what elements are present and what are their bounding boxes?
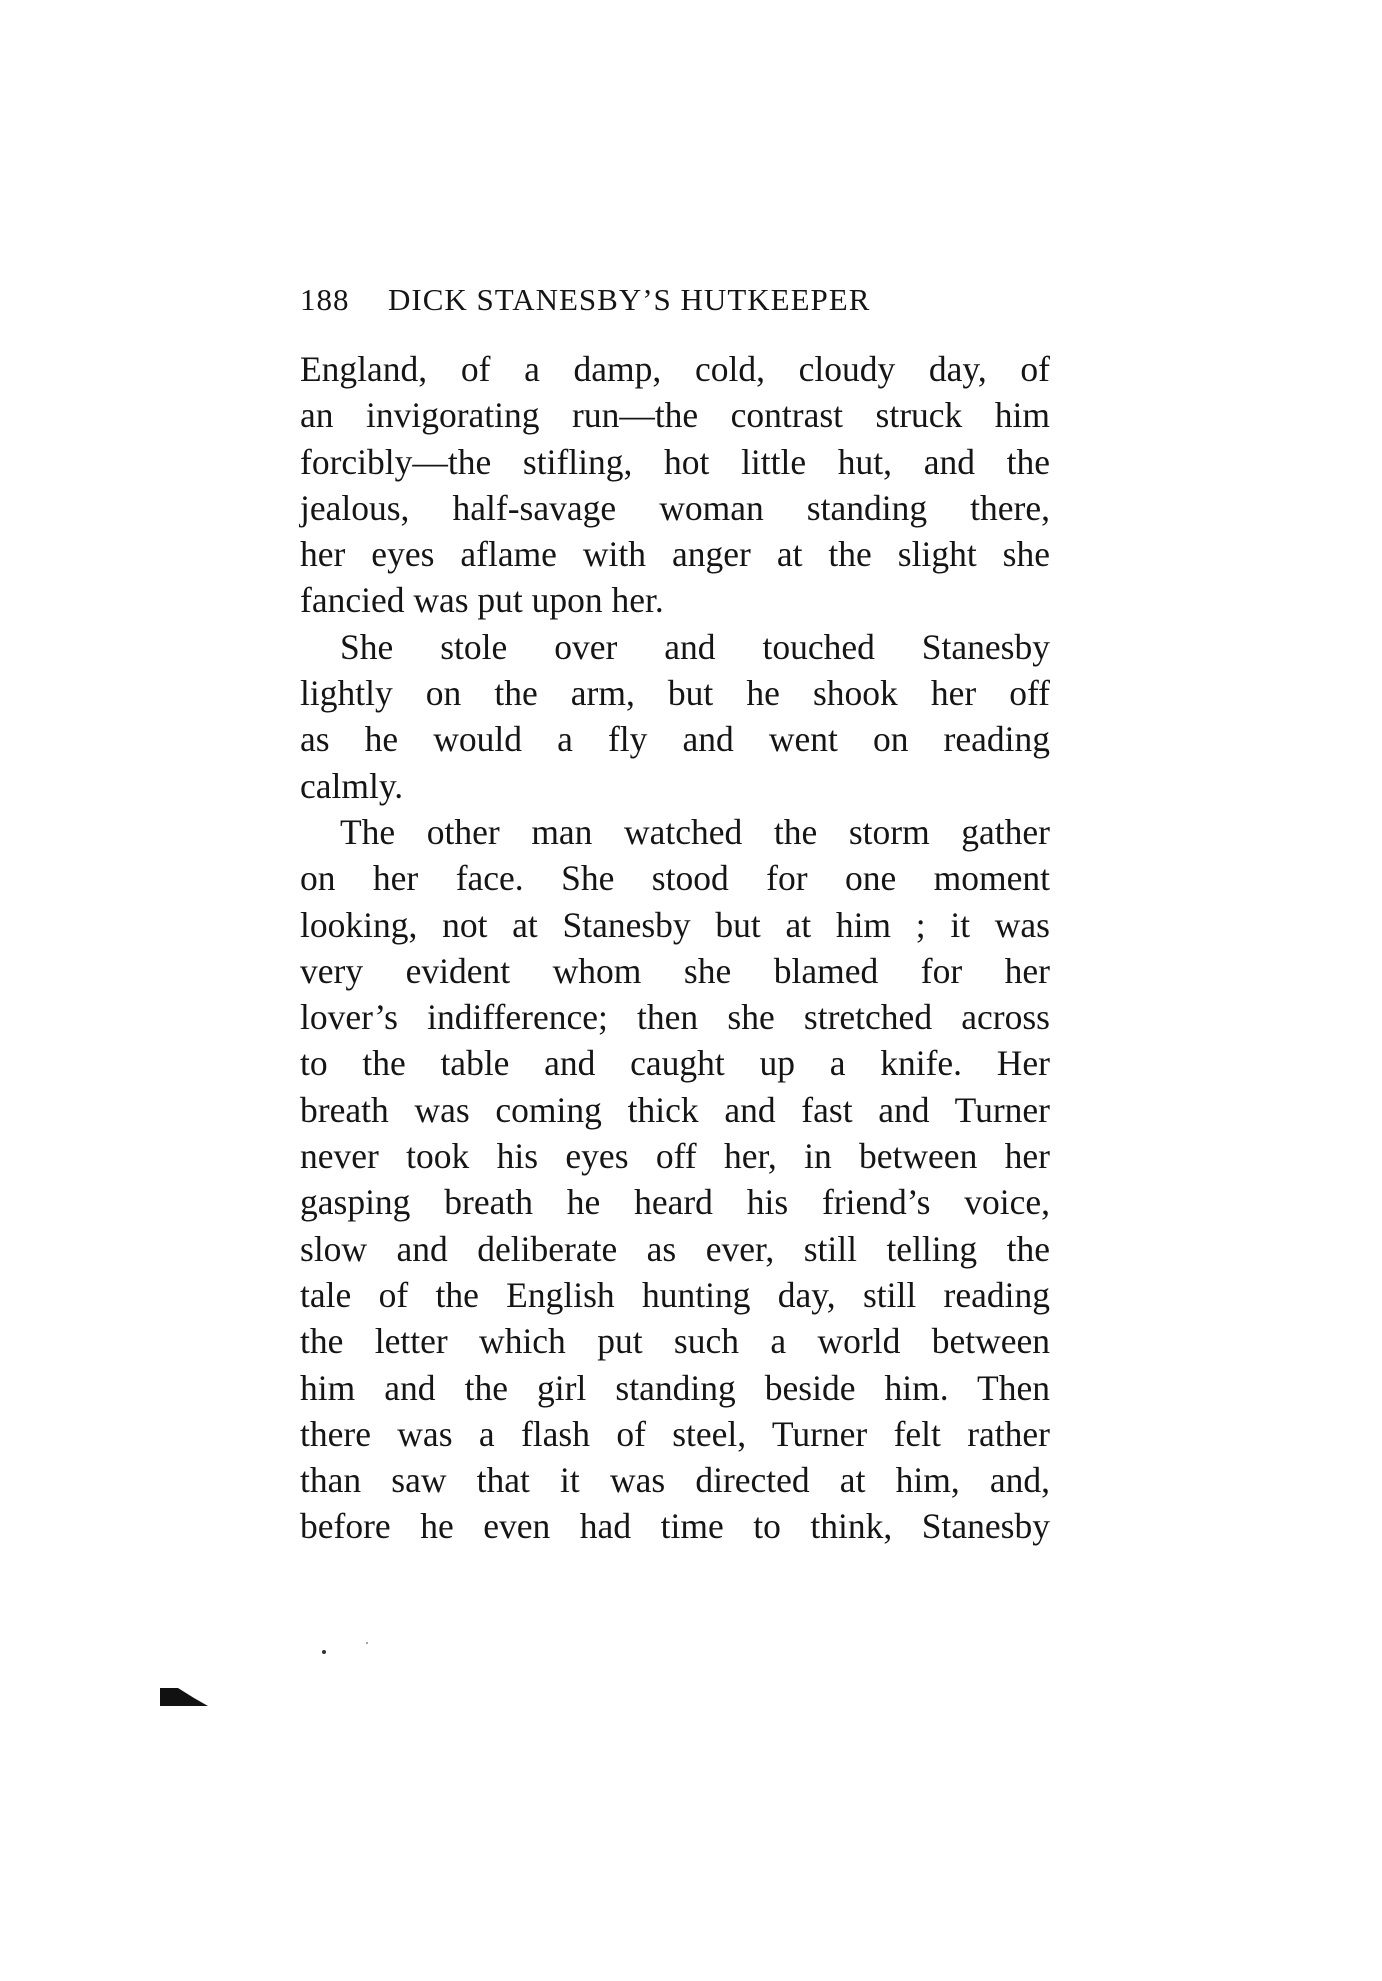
text-line: England, of a damp, cold, cloudy day, of	[300, 349, 1050, 389]
text-line: The other man watched the storm gather	[340, 811, 1050, 852]
text-line: gasping breath he heard his friend’s voice,	[300, 1182, 1050, 1223]
text-line: before he even had time to think, Stanesby	[300, 1506, 1050, 1547]
text-line: calmly.	[300, 765, 404, 806]
text-line: lightly on the arm, but he shook her off	[300, 673, 1050, 714]
text-line: fancied was put upon her.	[300, 580, 664, 621]
text-line: tale of the English hunting day, still reading	[300, 1274, 1050, 1315]
text-line: forcibly—the stifling, hot little hut, and the	[300, 441, 1050, 482]
speck-mark	[366, 1642, 368, 1644]
text-line: there was a flash of steel, Turner felt rather	[300, 1413, 1050, 1454]
text-line: lover’s indifference; then she stretched across	[300, 997, 1050, 1038]
text-line: very evident whom she blamed for her	[300, 950, 1050, 991]
text-line: her eyes aflame with anger at the slight she	[300, 534, 1050, 575]
text-line: an invigorating run—the contrast struck him	[300, 395, 1050, 436]
text-line: the letter which put such a world between	[300, 1321, 1050, 1362]
body-text	[300, 346, 1050, 1550]
page-number: 188	[300, 282, 350, 317]
text-line: as he would a fly and went on reading	[300, 719, 1050, 760]
text-line: slow and deliberate as ever, still telling the	[300, 1228, 1050, 1269]
text-line: jealous, half-savage woman standing there,	[300, 487, 1050, 528]
text-line: never took his eyes off her, in between her	[300, 1136, 1050, 1177]
text-line: to the table and caught up a knife. Her	[300, 1043, 1050, 1084]
speck-mark	[322, 1650, 326, 1654]
text-line: on her face. She stood for one moment	[300, 858, 1050, 899]
text-line: breath was coming thick and fast and Turner	[300, 1089, 1050, 1130]
running-title: DICK STANESBY’S HUTKEEPER	[388, 282, 871, 317]
running-head	[300, 282, 870, 318]
text-line: She stole over and touched Stanesby	[340, 626, 1050, 667]
scan-corner-mark	[160, 1686, 208, 1710]
text-line: than saw that it was directed at him, and,	[300, 1460, 1050, 1501]
text-line: looking, not at Stanesby but at him ; it was	[300, 904, 1050, 945]
text-line: him and the girl standing beside him. Then	[300, 1367, 1050, 1408]
